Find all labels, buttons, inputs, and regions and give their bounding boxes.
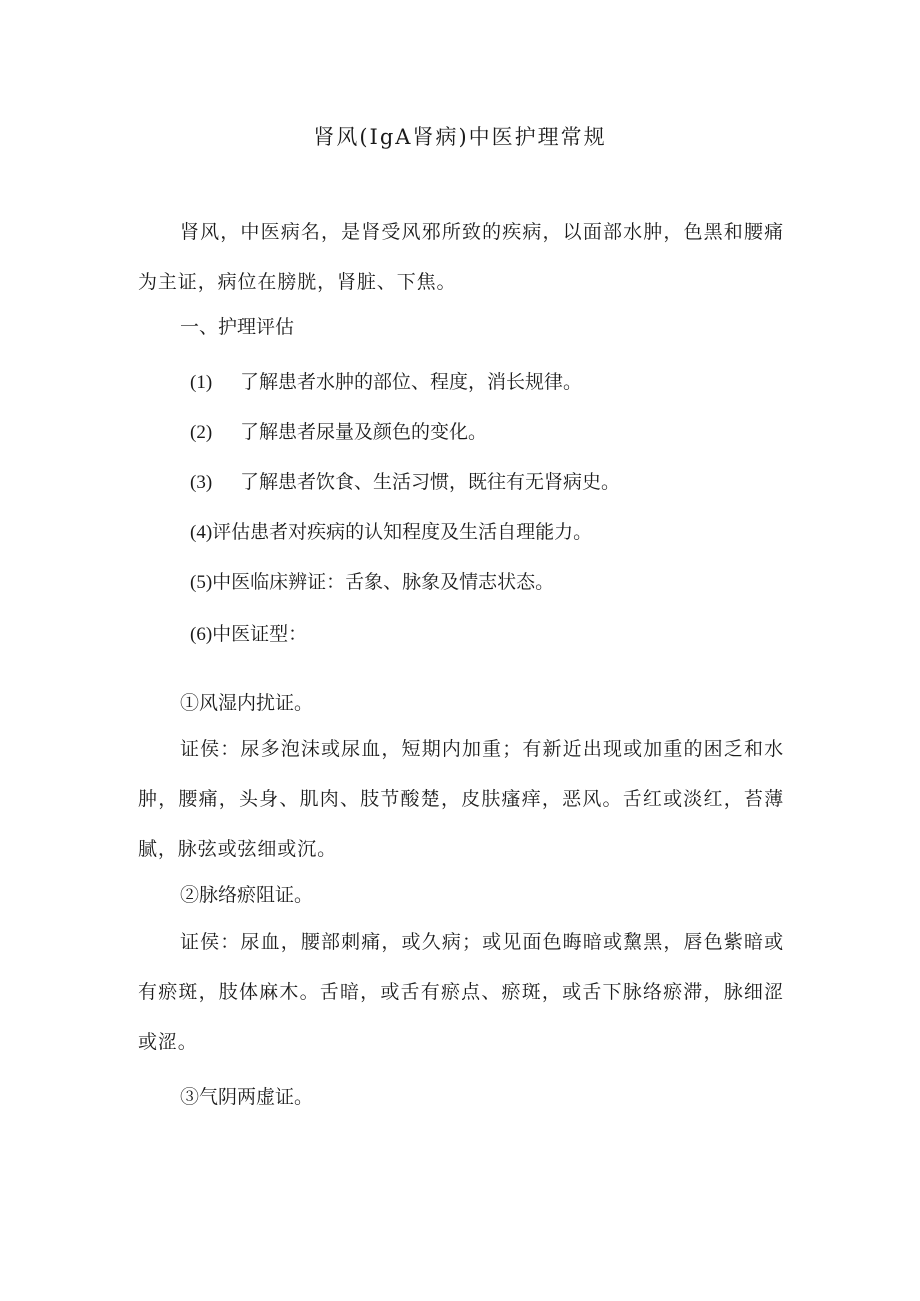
item-text: 了解患者尿量及颜色的变化。 [240, 421, 488, 443]
syndrome-signs-1: 证侯：尿多泡沫或尿血，短期内加重；有新近出现或加重的困乏和水肿，腰痛，头身、肌肉、肢节酸楚，皮肤瘙痒，恶风。舌红或淡红，苔薄腻，脉弦或弦细或沉。 [138, 738, 784, 860]
item-number: (1) [190, 372, 213, 393]
item-text: 了解患者水肿的部位、程度，消长规律。 [240, 371, 583, 393]
item-number: (4) [190, 522, 213, 543]
item-number: (3) [190, 472, 213, 493]
assessment-item-4 [190, 517, 592, 548]
syndrome-signs-2: 证侯：尿血，腰部刺痛，或久病；或见面色晦暗或黧黑，唇色紫暗或有瘀斑，肢体麻木。舌暗，或舌有瘀点、瘀斑，或舌下脉络瘀滞，脉细涩或涩。 [138, 931, 784, 1053]
assessment-item-1 [190, 367, 582, 398]
section-heading: 一、护理评估 [180, 316, 295, 338]
assessment-item-5 [190, 567, 554, 598]
assessment-item-6 [190, 619, 307, 650]
syndrome-name-3: ③气阴两虚证。 [180, 1086, 314, 1108]
syndrome-name-1: ①风湿内扰证。 [180, 692, 314, 714]
document-title: 肾风(IgA肾病)中医护理常规 [313, 125, 607, 149]
intro-paragraph: 肾风，中医病名，是肾受风邪所致的疾病，以面部水肿，色黑和腰痛为主证，病位在膀胱，肾脏、下焦。 [138, 221, 784, 293]
item-text: 中医临床辨证：舌象、脉象及情志状态。 [212, 571, 555, 593]
item-text: 中医证型： [212, 623, 308, 645]
assessment-item-2 [190, 417, 487, 448]
item-number: (2) [190, 422, 213, 443]
syndrome-name-2: ②脉络瘀阻证。 [180, 884, 314, 906]
item-number: (5) [190, 572, 213, 593]
item-number: (6) [190, 624, 213, 645]
assessment-item-3 [190, 467, 620, 498]
item-text: 了解患者饮食、生活习惯，既往有无肾病史。 [240, 471, 621, 493]
item-text: 评估患者对疾病的认知程度及生活自理能力。 [212, 521, 593, 543]
